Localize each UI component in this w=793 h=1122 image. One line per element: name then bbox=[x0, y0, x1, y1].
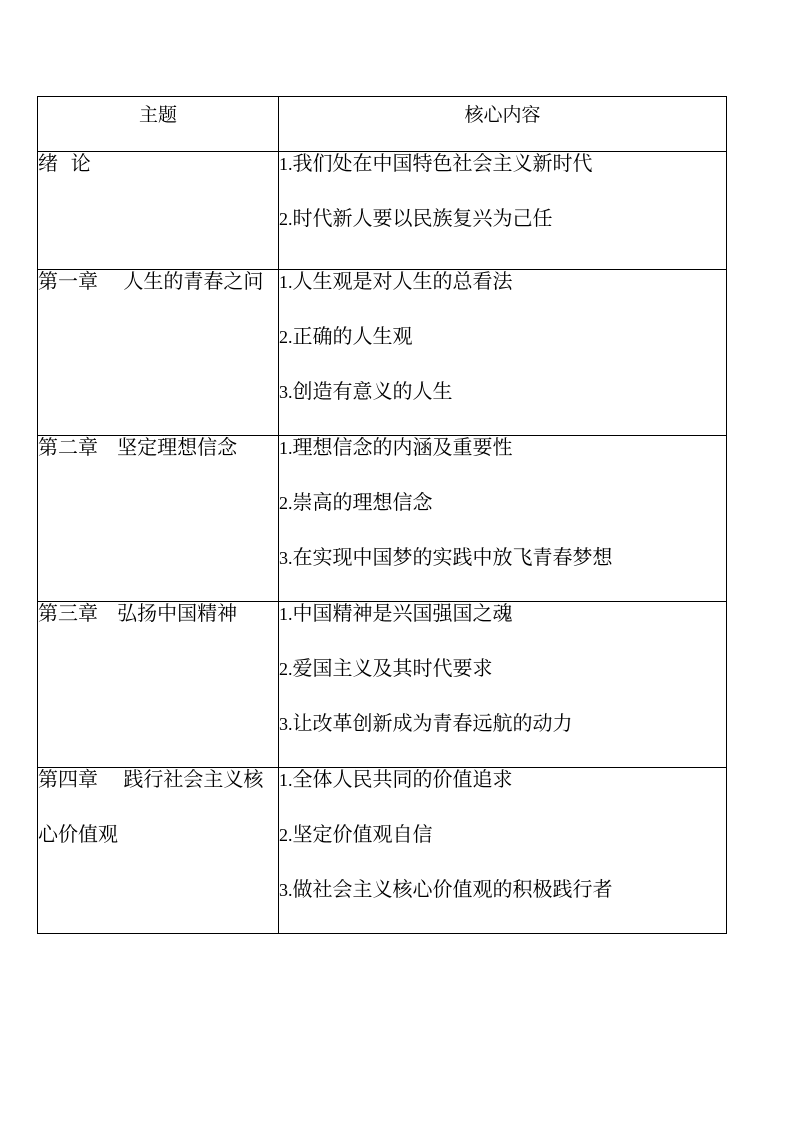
topic-title: 第三章 弘扬中国精神 bbox=[38, 601, 238, 625]
item-text: 让改革创新成为青春远航的动力 bbox=[292, 711, 573, 735]
content-cell bbox=[279, 270, 727, 436]
item-number: 3. bbox=[279, 714, 293, 734]
table-row bbox=[38, 270, 727, 436]
course-outline-table bbox=[37, 96, 727, 934]
topic-title: 第二章 坚定理想信念 bbox=[38, 435, 238, 459]
item-number: 1. bbox=[279, 272, 293, 292]
item-text: 我们处在中国特色社会主义新时代 bbox=[292, 151, 593, 175]
item-text: 全体人民共同的价值追求 bbox=[292, 767, 513, 791]
table-row bbox=[38, 602, 727, 768]
item-text: 做社会主义核心价值观的积极践行者 bbox=[292, 877, 613, 901]
topic-title: 绪 论 bbox=[38, 151, 91, 175]
item-number: 3. bbox=[279, 548, 293, 568]
item-number: 2. bbox=[279, 825, 293, 845]
topic-title: 第一章 人生的青春之问 bbox=[38, 269, 264, 293]
item-number: 2. bbox=[279, 209, 293, 229]
item-number: 2. bbox=[279, 327, 293, 347]
item-text: 在实现中国梦的实践中放飞青春梦想 bbox=[292, 545, 613, 569]
item-number: 3. bbox=[279, 382, 293, 402]
item-text: 爱国主义及其时代要求 bbox=[292, 656, 493, 680]
item-number: 1. bbox=[279, 604, 293, 624]
content-item bbox=[279, 768, 726, 823]
content-item bbox=[279, 270, 726, 325]
topic-cell bbox=[38, 602, 279, 768]
content-item bbox=[279, 380, 726, 435]
table-row bbox=[38, 152, 727, 270]
content-cell bbox=[279, 768, 727, 934]
item-text: 时代新人要以民族复兴为己任 bbox=[292, 206, 553, 230]
content-item bbox=[279, 657, 726, 712]
content-item bbox=[279, 712, 726, 767]
item-text: 创造有意义的人生 bbox=[292, 379, 453, 403]
content-cell bbox=[279, 152, 727, 270]
content-item bbox=[279, 152, 726, 207]
content-item bbox=[279, 491, 726, 546]
item-text: 崇高的理想信念 bbox=[292, 490, 433, 514]
item-text: 正确的人生观 bbox=[292, 324, 413, 348]
header-content: 核心内容 bbox=[279, 97, 727, 152]
table-row bbox=[38, 436, 727, 602]
topic-title: 第四章 践行社会主义核心价值观 bbox=[38, 767, 264, 846]
item-text: 理想信念的内涵及重要性 bbox=[292, 435, 513, 459]
item-text: 坚定价值观自信 bbox=[292, 822, 433, 846]
content-item bbox=[279, 878, 726, 933]
topic-cell bbox=[38, 436, 279, 602]
content-item bbox=[279, 823, 726, 878]
content-item bbox=[279, 546, 726, 601]
item-number: 3. bbox=[279, 880, 293, 900]
content-item bbox=[279, 325, 726, 380]
table-row bbox=[38, 768, 727, 934]
topic-cell bbox=[38, 768, 279, 934]
item-text: 中国精神是兴国强国之魂 bbox=[292, 601, 513, 625]
item-number: 2. bbox=[279, 493, 293, 513]
topic-cell bbox=[38, 270, 279, 436]
content-item bbox=[279, 436, 726, 491]
content-cell bbox=[279, 436, 727, 602]
item-number: 1. bbox=[279, 438, 293, 458]
content-cell bbox=[279, 602, 727, 768]
topic-cell bbox=[38, 152, 279, 270]
item-text: 人生观是对人生的总看法 bbox=[292, 269, 513, 293]
header-topic: 主题 bbox=[38, 97, 279, 152]
content-item bbox=[279, 207, 726, 262]
item-number: 1. bbox=[279, 154, 293, 174]
content-item bbox=[279, 602, 726, 657]
item-number: 2. bbox=[279, 659, 293, 679]
item-number: 1. bbox=[279, 770, 293, 790]
